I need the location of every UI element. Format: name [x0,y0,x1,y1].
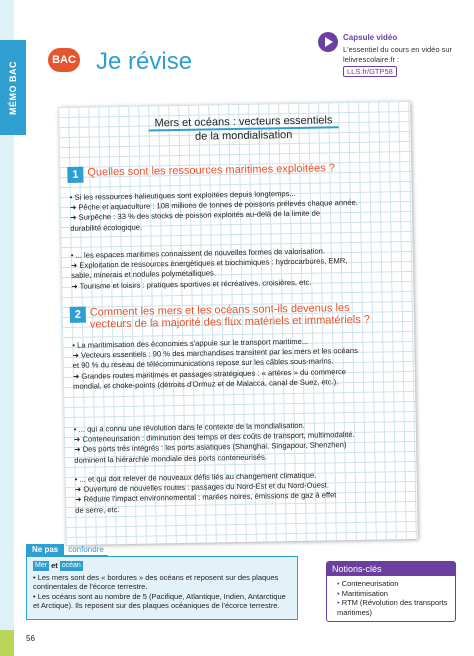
text-line: ➜ Ouverture de nouvelles routes : passages du Nord-Est et du Nord-Ouest. [74,480,330,495]
definition-oceans: • Les océans sont au nombre de 5 (Pacifique, Atlantique, Indien, Antarctique et Arctique). Ils reposent sur des plaques océaniques de l'écorce terrestre. [33,591,286,610]
video-title: Capsule vidéo [343,33,398,42]
notion-item: • Conteneurisation [337,579,455,589]
video-description: L'essentiel du cours en vidéo sur lelivrescolaire.fr : [343,45,452,64]
text-line: • ... qui a connu une révolution dans le contexte de la mondialisation. [73,420,305,434]
text-block-2 [71,245,397,291]
play-video-icon[interactable] [318,32,338,52]
definition-mers: • Les mers sont des « bordures » des océans et reposent sur des plaques continentales de l'écorce terrestre. [33,572,279,591]
bac-badge: BAC [48,48,80,72]
text-line: ➜ Pêche et aquaculture : 108 millions de tonnes de poissons prélevés chaque année. [69,198,358,213]
text-line: ➜ Des ports très intégrés : les ports asiatiques (Shanghai, Singapour, Shenzhen) [74,440,347,455]
section-1-heading [67,162,335,183]
text-line: • La maritimisation des économies s'appuie sur le transport maritime... [72,336,309,350]
text-line: ➜ Exploitation de ressources énergétiques et biochimiques : hydrocarbures, EMR, [70,256,348,271]
text-line: dominent la hiérarchie mondiale des ports conteneurisés. [74,452,267,465]
section-number: 1 [67,167,83,183]
bottom-strip [0,630,14,656]
text-line: • ... les espaces maritimes connaissent de nouvelles formes de valorisation. [70,246,326,260]
text-line: durabilité écologique. [70,222,143,233]
text-block-5 [75,469,401,515]
text-block-4 [74,419,400,465]
text-line: • ... et qui doit relever de nouveaux défis liés au changement climatique. [74,470,317,484]
video-link[interactable]: LLS.fr/GTP58 [343,66,397,77]
text-line: ➜ Grandes routes maritimes et passages stratégiques : « artères » du commerce [72,366,347,381]
section-2-heading [70,301,390,331]
revision-sheet [58,101,418,545]
section-title: Comment les mers et les océans sont-ils devenus les vecteurs de la majorité des flux matériels et immatériels ? [89,302,371,331]
sheet-title: Mers et océans : vecteurs essentiels de la mondialisation [148,114,338,143]
page-number: 56 [26,634,35,643]
text-line: ➜ Surpêche : 33 % des stocks de poisson exploités au-delà de la limite de [70,208,321,223]
text-line: ➜ Tourisme et loisirs : pratiques sportives et récréatives, croisières, etc. [71,277,312,291]
memo-bac-tab: MÉMO BAC [0,40,26,135]
text-block-3 [72,335,398,392]
section-number: 2 [70,307,86,323]
ne-pas-confondre-header: Ne pas confondre [26,544,108,556]
text-line: ➜ Vecteurs essentiels : 90 % des marchandises transitent par les mers et les océans [72,346,358,361]
text-block-1 [70,187,396,233]
notion-item: • Maritimisation [337,589,455,599]
ne-pas-confondre-box [26,556,298,620]
notions-cles-box [326,561,456,622]
text-line: mondial, et choke-points (détroits d'Ormuz et de Malacca, canal de Suez, etc.). [72,377,339,391]
notions-title: Notions-clés [327,562,455,576]
text-line: de serre, etc. [75,504,120,515]
text-line: sable, minerais et nodules polymétalliques. [71,268,217,281]
text-line: ➜ Réduire l'impact environnemental : marées noires, émissions de gaz à effet [74,490,337,505]
text-line: • Si les ressources halieutiques sont exploitées depuis longtemps... [69,188,296,202]
page-title: Je révise [96,48,193,75]
section-title: Quelles sont les ressources maritimes exploitées ? [87,162,336,179]
compared-terms: Mer et océan [35,561,81,570]
notion-item: • RTM (Révolution des transports maritimes) [337,598,455,617]
text-line: ➜ Conteneurisation : diminution des temps et des coûts de transport, multimodalité. [73,430,355,445]
text-line: et 90 % du réseau de télécommunications repose sur les câbles sous-marins. [72,356,334,371]
